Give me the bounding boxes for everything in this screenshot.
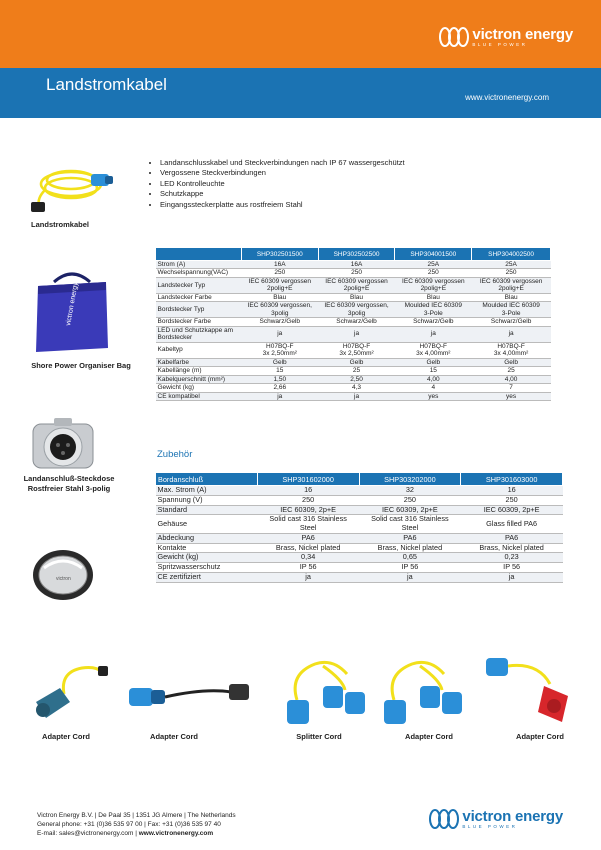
value-cell: ja bbox=[395, 326, 472, 342]
value-cell: 250 bbox=[359, 495, 461, 505]
value-cell: 4,3 bbox=[318, 384, 395, 392]
row-label-cell: Gewicht (kg) bbox=[156, 384, 242, 392]
logo-sub-text: BLUE POWER bbox=[472, 41, 528, 47]
adapter-cord-image-1 bbox=[30, 652, 110, 722]
steckdose-image bbox=[30, 418, 96, 470]
value-cell: 4 bbox=[395, 384, 472, 392]
row-label-cell: CE zertifiziert bbox=[156, 572, 258, 582]
table-header-cell: SHP304001500 bbox=[395, 248, 472, 261]
table-row bbox=[156, 572, 563, 582]
feature-item: • Landanschlusskabel und Steckverbindungen nach IP 67 wassergeschützt bbox=[160, 158, 405, 168]
table-row bbox=[156, 384, 551, 392]
table-row bbox=[156, 302, 551, 318]
feature-item: • LED Kontrolleuchte bbox=[160, 179, 405, 189]
row-label-cell: Abdeckung bbox=[156, 533, 258, 543]
row-label-cell: LED und Schutzkappe am Bordstecker bbox=[156, 326, 242, 342]
logo-brand-text: victron energy bbox=[462, 807, 563, 825]
row-label-cell: Max. Strom (A) bbox=[156, 486, 258, 496]
accessory-label-adapter-cord: Adapter Cord bbox=[405, 732, 453, 741]
value-cell: IEC 60309, 2p+E bbox=[461, 505, 563, 515]
value-cell: ja bbox=[461, 572, 563, 582]
value-cell: IEC 60309 vergossen, 3polig bbox=[318, 302, 395, 318]
product-label-organiser-bag: Shore Power Organiser Bag bbox=[31, 361, 131, 370]
value-cell: IEC 60309 vergossen 2polig+E bbox=[395, 277, 472, 293]
value-cell: 250 bbox=[257, 495, 359, 505]
table-row bbox=[156, 326, 551, 342]
header-url-link[interactable]: www.victronenergy.com bbox=[465, 93, 549, 102]
cable-spec-body bbox=[156, 261, 551, 401]
accessory-label-splitter-cord: Splitter Cord bbox=[296, 732, 342, 741]
product-label-steckdose bbox=[14, 474, 124, 494]
value-cell: Gelb bbox=[318, 358, 395, 366]
value-cell: H07BQ-F 3x 4,00mm² bbox=[395, 342, 472, 358]
adapter-cord-image-3 bbox=[380, 650, 466, 730]
value-cell: ja bbox=[241, 392, 318, 400]
adapter-cord-image-4 bbox=[478, 650, 578, 728]
value-cell: Moulded IEC 60309 3-Pole bbox=[472, 302, 551, 318]
value-cell: H07BQ-F 3x 2,50mm² bbox=[241, 342, 318, 358]
value-cell: IEC 60309, 2p+E bbox=[257, 505, 359, 515]
steckdose-label-line2: Rostfreier Stahl 3-polig bbox=[27, 484, 111, 494]
value-cell: H07BQ-F 3x 2,50mm² bbox=[318, 342, 395, 358]
svg-text:victron: victron bbox=[56, 576, 71, 582]
value-cell: ja bbox=[241, 326, 318, 342]
table-row bbox=[156, 293, 551, 301]
value-cell: 2,50 bbox=[318, 375, 395, 383]
row-label-cell: Gehäuse bbox=[156, 515, 258, 534]
row-label-cell: Bordstecker Farbe bbox=[156, 318, 242, 326]
value-cell: ja bbox=[318, 326, 395, 342]
value-cell: 4,00 bbox=[472, 375, 551, 383]
row-label-cell: Strom (A) bbox=[156, 261, 242, 269]
accessory-label-adapter-cord: Adapter Cord bbox=[42, 732, 90, 741]
table-row bbox=[156, 375, 551, 383]
value-cell: 32 bbox=[359, 486, 461, 496]
value-cell: PA6 bbox=[257, 533, 359, 543]
value-cell: Gelb bbox=[241, 358, 318, 366]
row-label-cell: Landstecker Typ bbox=[156, 277, 242, 293]
table-header-cell: SHP302501500 bbox=[241, 248, 318, 261]
value-cell: ja bbox=[318, 392, 395, 400]
value-cell: IP 56 bbox=[257, 563, 359, 573]
value-cell: 16A bbox=[241, 261, 318, 269]
table-header-cell: Bordanschluß bbox=[156, 473, 258, 486]
value-cell: Gelb bbox=[395, 358, 472, 366]
table-row bbox=[156, 563, 563, 573]
value-cell: Solid cast 316 Stainless Steel bbox=[359, 515, 461, 534]
table-header-cell: SHP301602000 bbox=[257, 473, 359, 486]
value-cell: Brass, Nickel plated bbox=[257, 543, 359, 553]
value-cell: IEC 60309, 2p+E bbox=[359, 505, 461, 515]
shore-cable-image bbox=[25, 152, 117, 214]
logo-brand-text: victron energy bbox=[472, 25, 573, 43]
value-cell: IEC 60309 vergossen, 3polig bbox=[241, 302, 318, 318]
feature-item: • Schutzkappe bbox=[160, 189, 405, 199]
table-row bbox=[156, 392, 551, 400]
value-cell: Blau bbox=[395, 293, 472, 301]
value-cell: 25A bbox=[395, 261, 472, 269]
row-label-cell: Kabelquerschnitt (mm²) bbox=[156, 375, 242, 383]
adapter-cord-image-2 bbox=[125, 672, 255, 718]
row-label-cell: Wechselspannung(VAC) bbox=[156, 269, 242, 277]
value-cell: PA6 bbox=[359, 533, 461, 543]
value-cell: 0,23 bbox=[461, 553, 563, 563]
value-cell: Schwarz/Gelb bbox=[472, 318, 551, 326]
row-label-cell: Gewicht (kg) bbox=[156, 553, 258, 563]
value-cell: Moulded IEC 60309 3-Pole bbox=[395, 302, 472, 318]
value-cell: PA6 bbox=[461, 533, 563, 543]
footer-phone: General phone: +31 (0)36 535 97 00 | Fax: +31 (0)36 535 97 40 bbox=[37, 820, 221, 828]
footer-email[interactable]: E-mail: sales@victronenergy.com | bbox=[37, 829, 139, 837]
table-header-cell: SHP304002500 bbox=[472, 248, 551, 261]
accessory-label-adapter-cord: Adapter Cord bbox=[150, 732, 198, 741]
value-cell: 25A bbox=[472, 261, 551, 269]
value-cell: 16 bbox=[257, 486, 359, 496]
table-header-cell: SHP302502500 bbox=[318, 248, 395, 261]
table-row bbox=[156, 533, 563, 543]
value-cell: 16 bbox=[461, 486, 563, 496]
product-label-landstromkabel: Landstromkabel bbox=[31, 220, 89, 229]
value-cell: Glass filled PA6 bbox=[461, 515, 563, 534]
table-header-row bbox=[156, 473, 563, 486]
row-label-cell: Spritzwasserschutz bbox=[156, 563, 258, 573]
value-cell: 250 bbox=[395, 269, 472, 277]
value-cell: IEC 60309 vergossen 2polig+E bbox=[241, 277, 318, 293]
value-cell: 16A bbox=[318, 261, 395, 269]
value-cell: IEC 60309 vergossen 2polig+E bbox=[472, 277, 551, 293]
logo-wave-icon bbox=[426, 808, 462, 830]
value-cell: yes bbox=[395, 392, 472, 400]
value-cell: Schwarz/Gelb bbox=[395, 318, 472, 326]
table-row bbox=[156, 543, 563, 553]
row-label-cell: Kontakte bbox=[156, 543, 258, 553]
value-cell: 250 bbox=[318, 269, 395, 277]
footer-url-link[interactable]: www.victronenergy.com bbox=[138, 829, 214, 837]
value-cell: 25 bbox=[318, 367, 395, 375]
feature-item: • Eingangssteckerplatte aus rostfreiem Stahl bbox=[160, 200, 405, 210]
value-cell: 15 bbox=[241, 367, 318, 375]
row-label-cell: CE kompatibel bbox=[156, 392, 242, 400]
table-row bbox=[156, 495, 563, 505]
accessories-heading: Zubehör bbox=[157, 449, 193, 460]
table-row bbox=[156, 505, 563, 515]
table-header-cell bbox=[156, 248, 242, 261]
value-cell: 15 bbox=[395, 367, 472, 375]
accessory-label-adapter-cord: Adapter Cord bbox=[516, 732, 564, 741]
value-cell: 2,66 bbox=[241, 384, 318, 392]
svg-text:victron energy: victron energy bbox=[65, 281, 80, 327]
value-cell: Brass, Nickel plated bbox=[461, 543, 563, 553]
steckdose-cover-image bbox=[30, 548, 96, 602]
socket-spec-body bbox=[156, 486, 563, 583]
value-cell: Schwarz/Gelb bbox=[318, 318, 395, 326]
row-label-cell: Landstecker Farbe bbox=[156, 293, 242, 301]
value-cell: Blau bbox=[241, 293, 318, 301]
cable-spec-table bbox=[155, 247, 551, 401]
value-cell: Blau bbox=[472, 293, 551, 301]
value-cell: IEC 60309 vergossen 2polig+E bbox=[318, 277, 395, 293]
table-row bbox=[156, 261, 551, 269]
value-cell: Solid cast 316 Stainless Steel bbox=[257, 515, 359, 534]
table-row bbox=[156, 486, 563, 496]
value-cell: 7 bbox=[472, 384, 551, 392]
value-cell: ja bbox=[359, 572, 461, 582]
value-cell: 4,00 bbox=[395, 375, 472, 383]
footer-contact bbox=[37, 812, 236, 838]
page-title: Landstromkabel bbox=[46, 75, 167, 94]
value-cell: 0,34 bbox=[257, 553, 359, 563]
feature-list bbox=[148, 158, 405, 210]
logo-wave-icon bbox=[436, 26, 472, 48]
table-header-cell: SHP301603000 bbox=[461, 473, 563, 486]
value-cell: Gelb bbox=[472, 358, 551, 366]
value-cell: IP 56 bbox=[359, 563, 461, 573]
row-label-cell: Spannung (V) bbox=[156, 495, 258, 505]
logo-sub-text: BLUE POWER bbox=[462, 823, 518, 829]
table-row bbox=[156, 342, 551, 358]
table-row bbox=[156, 269, 551, 277]
value-cell: 250 bbox=[241, 269, 318, 277]
organiser-bag-image bbox=[32, 268, 112, 354]
value-cell: IP 56 bbox=[461, 563, 563, 573]
victron-logo-footer[interactable] bbox=[426, 808, 563, 830]
row-label-cell: Bordstecker Typ bbox=[156, 302, 242, 318]
splitter-cord-image bbox=[283, 650, 369, 730]
table-row bbox=[156, 358, 551, 366]
value-cell: Blau bbox=[318, 293, 395, 301]
value-cell: 25 bbox=[472, 367, 551, 375]
value-cell: ja bbox=[472, 326, 551, 342]
socket-spec-table bbox=[155, 472, 563, 583]
victron-logo-header[interactable] bbox=[436, 26, 573, 48]
value-cell: 250 bbox=[461, 495, 563, 505]
row-label-cell: Kabeltyp bbox=[156, 342, 242, 358]
table-header-row bbox=[156, 248, 551, 261]
row-label-cell: Standard bbox=[156, 505, 258, 515]
value-cell: Schwarz/Gelb bbox=[241, 318, 318, 326]
value-cell: H07BQ-F 3x 4,00mm² bbox=[472, 342, 551, 358]
value-cell: 1,50 bbox=[241, 375, 318, 383]
row-label-cell: Kabellänge (m) bbox=[156, 367, 242, 375]
feature-item: • Vergossene Steckverbindungen bbox=[160, 168, 405, 178]
value-cell: 250 bbox=[472, 269, 551, 277]
row-label-cell: Kabelfarbe bbox=[156, 358, 242, 366]
table-row bbox=[156, 318, 551, 326]
value-cell: yes bbox=[472, 392, 551, 400]
table-row bbox=[156, 515, 563, 534]
steckdose-label-line1: Landanschluß-Steckdose bbox=[23, 474, 115, 483]
table-header-cell: SHP303202000 bbox=[359, 473, 461, 486]
value-cell: ja bbox=[257, 572, 359, 582]
table-row bbox=[156, 277, 551, 293]
value-cell: Brass, Nickel plated bbox=[359, 543, 461, 553]
footer-address: Victron Energy B.V. | De Paal 35 | 1351 JG Almere | The Netherlands bbox=[37, 812, 236, 819]
value-cell: 0,65 bbox=[359, 553, 461, 563]
table-row bbox=[156, 367, 551, 375]
